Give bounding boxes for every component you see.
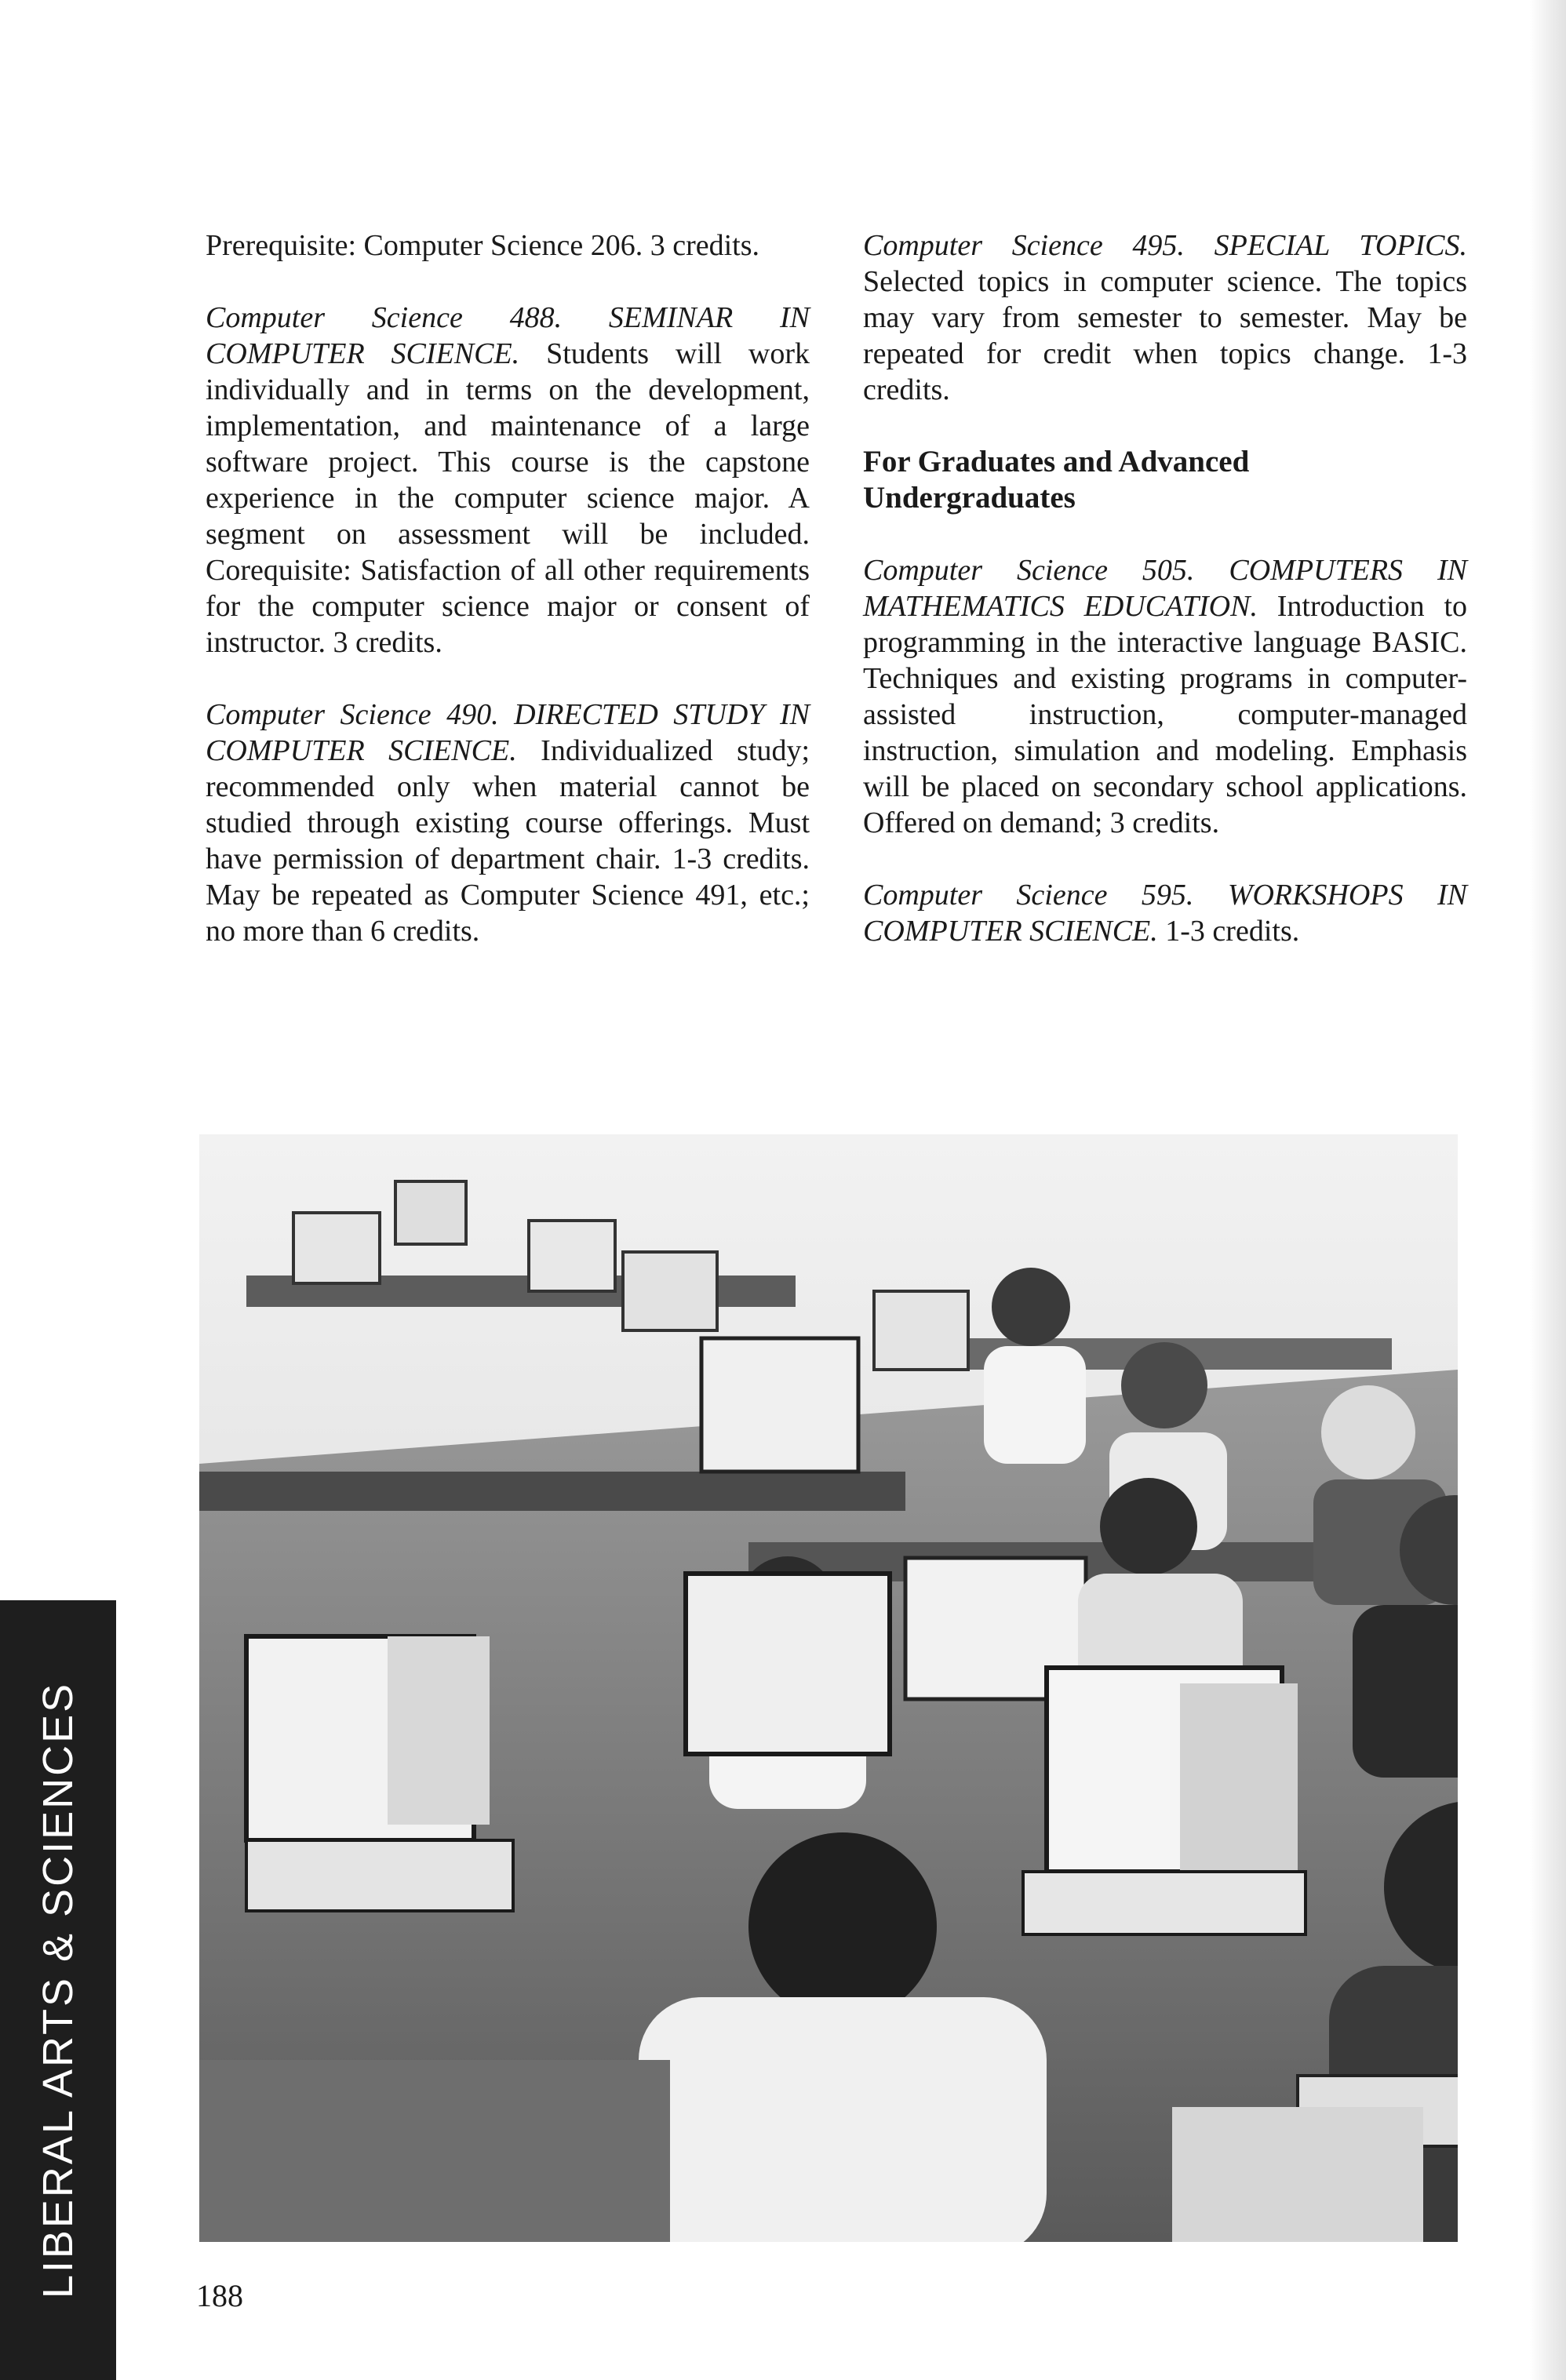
course-cs595 xyxy=(863,877,1467,949)
computer-lab-illustration xyxy=(199,1134,1458,2242)
course-number: Computer Science 595. xyxy=(863,879,1194,912)
left-column xyxy=(206,227,810,985)
course-title: SPECIAL TOPICS. xyxy=(1214,229,1468,262)
course-number: Computer Science 495. xyxy=(863,229,1185,262)
course-number: Computer Science 505. xyxy=(863,554,1195,587)
course-description: Individualized study; recommended only when material cannot be studied through existing course offerings. Must have permission of department chair. 1-3 credits. May be repeated as Computer Science 491, etc.; no more than 6 credits. xyxy=(206,734,810,948)
course-description: 1-3 credits. xyxy=(1165,915,1300,948)
computer-lab-photo xyxy=(199,1134,1458,2242)
course-cs505 xyxy=(863,552,1467,841)
course-title: DIRECTED STUDY IN COMPUTER SCIENCE. xyxy=(206,698,810,767)
course-title: SEMINAR IN COMPUTER SCIENCE. xyxy=(206,301,810,370)
course-title: COMPUTERS IN MATHEMATICS EDUCATION. xyxy=(863,554,1467,623)
course-description: Students will work individually and in terms on the development, implementation, and maintenance of a large software project. This course is the capstone experience in the computer science major. A segment on assessment will be included. Corequisite: Satisfaction of all other requirements for the computer science major or consent of instructor. 3 credits. xyxy=(206,337,810,659)
course-cs495 xyxy=(863,227,1467,408)
course-description: Introduction to programming in the interactive language BASIC. Techniques and existing programs in computer-assisted instruction, computer-managed instruction, simulation and modeling. Emphasis will be placed on secondary school applications. Offered on demand; 3 credits. xyxy=(863,590,1467,839)
page-number: 188 xyxy=(196,2278,243,2313)
course-number: Computer Science 488. xyxy=(206,301,563,334)
page-edge-shadow xyxy=(1530,0,1566,2380)
course-cs490 xyxy=(206,697,810,949)
course-title: WORKSHOPS IN COMPUTER SCIENCE. xyxy=(863,879,1467,948)
prerequisite-206: Prerequisite: Computer Science 206. 3 credits. xyxy=(206,229,759,262)
section-heading-graduates: For Graduates and Advanced Undergraduates xyxy=(863,445,1250,515)
side-tab-label: LIBERAL ARTS & SCIENCES xyxy=(35,1681,82,2299)
right-column xyxy=(863,227,1467,985)
course-description: Selected topics in computer science. The topics may vary from semester to semester. May be repeated for credit when topics change. 1-3 credits. xyxy=(863,265,1467,406)
course-number: Computer Science 490. xyxy=(206,698,499,731)
course-cs488 xyxy=(206,300,810,661)
section-side-tab xyxy=(0,1600,116,2380)
